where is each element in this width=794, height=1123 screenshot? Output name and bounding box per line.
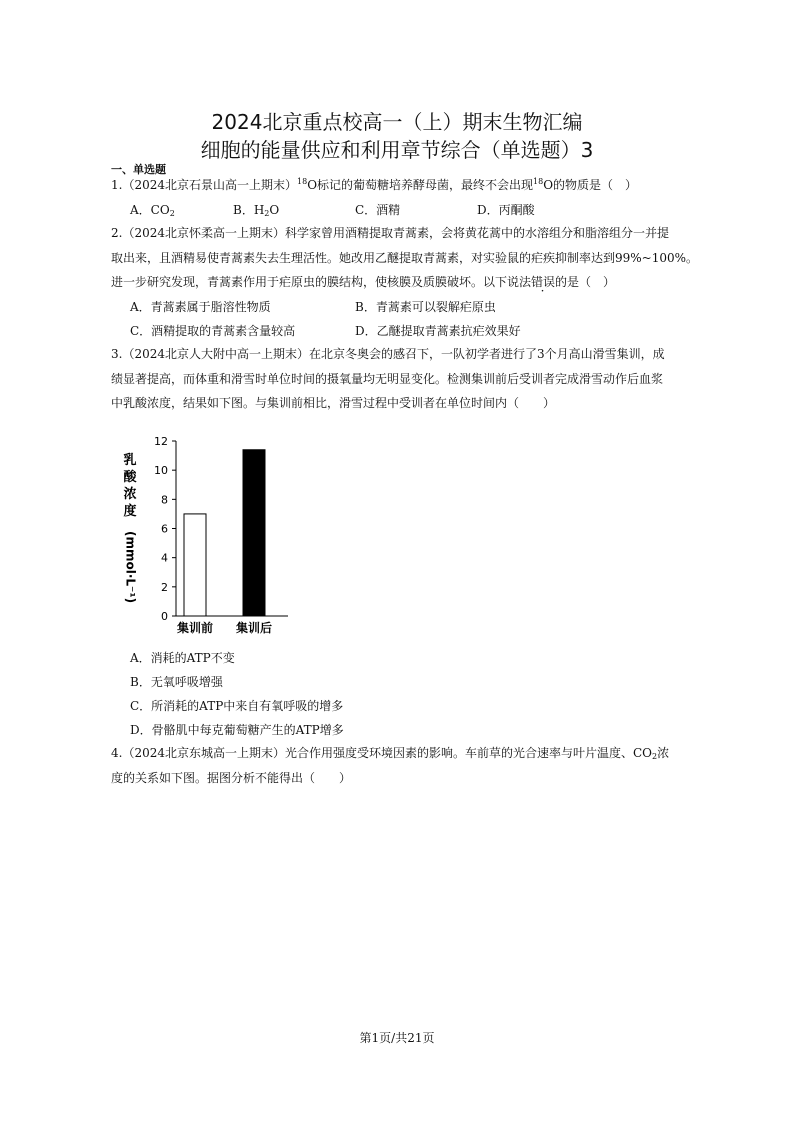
q1-option-a: A．$CO_2$ [130,203,175,218]
y-tick-label: 8 [161,493,168,507]
y-tick-label: 4 [161,551,168,565]
q3-stem-line2: 绩显著提高，而体重和滑雪时单位时间的摄氧量均无明显变化。检测集训前后受训者完成滑雪动作后血浆 [111,372,664,386]
q3-option-d: D．骨骼肌中每克葡萄糖产生的ATP增多 [130,723,344,737]
q4-stem-line1: 4.（2024北京东城高一上期末）光合作用强度受环境因素的影响。车前草的光合速率与叶片温度、$CO_2$浓 [111,746,670,761]
y-tick-label: 6 [161,522,168,536]
page-footer: 第1页/共21页 [359,1031,435,1045]
q3-option-c: C．所消耗的ATP中来自有氧呼吸的增多 [130,699,344,713]
y-label-char: 度 [123,504,137,519]
q1-option-d: D．丙酮酸 [477,203,535,217]
bar [243,450,265,616]
q2-stem-line3: 进一步研究发现，青蒿素作用于疟原虫的膜结构，使核膜及质膜破坏。以下说法错误的是（ ） [111,275,616,289]
q1-option-c: C．酒精 [355,203,401,217]
q1-option-b: B．$H_2O$ [233,203,280,218]
y-label-char: 浓 [123,487,137,502]
y-axis-label [123,452,137,603]
q3-stem-line1: 3.（2024北京人大附中高一上期末）在北京冬奥会的感召下，一队初学者进行了3个月高山滑雪集训，成 [111,347,665,361]
q2-option-b: B．青蒿素可以裂解疟原虫 [355,300,496,314]
y-label-unit: (mmol·L⁻¹) [123,531,138,604]
y-label-char: 乳 [123,453,137,468]
q2-stem-line2: 取出来，且酒精易使青蒿素失去生理活性。她改用乙醚提取青蒿素，对实验鼠的疟疾抑制率达到99%~100%。 [111,251,699,265]
emphasis-text: 错误 [531,275,556,289]
x-category-label: 集训后 [235,621,273,635]
x-category-label: 集训前 [176,621,214,635]
page-title: 2024北京重点校高一（上）期末生物汇编 [211,110,583,134]
bar [184,514,206,616]
q2-option-a: A．青蒿素属于脂溶性物质 [130,300,271,314]
q3-option-a: A．消耗的ATP不变 [130,651,235,665]
q2-option-d: D．乙醚提取青蒿素抗疟效果好 [355,324,521,338]
q1-stem: 1.（2024北京石景山高一上期末）$^{18}$O标记的葡萄糖培养酵母菌，最终不会出现$^{18}$O的物质是（ ） [111,177,638,192]
q3-stem-line3: 中乳酸浓度，结果如下图。与集训前相比，滑雪过程中受训者在单位时间内（ ） [111,396,556,410]
y-tick-label: 10 [154,464,168,478]
q2-option-c: C．酒精提取的青蒿素含量较高 [130,324,296,338]
y-tick-label: 0 [161,610,168,623]
y-label-char: 酸 [123,470,137,485]
y-tick-label: 12 [154,435,168,448]
page-subtitle: 细胞的能量供应和利用章节综合（单选题）3 [200,138,594,162]
q3-option-b: B．无氧呼吸增强 [130,675,223,689]
lactate-bar-chart [110,430,310,645]
y-tick-label: 2 [161,580,168,594]
section-label: 一、单选题 [111,163,166,176]
q2-stem-line1: 2.（2024北京怀柔高一上期末）科学家曾用酒精提取青蒿素，会将黄花蒿中的水溶组分和脂溶组分一并提 [111,226,669,240]
q4-stem-line2: 度的关系如下图。据图分析不能得出（ ） [111,771,352,785]
